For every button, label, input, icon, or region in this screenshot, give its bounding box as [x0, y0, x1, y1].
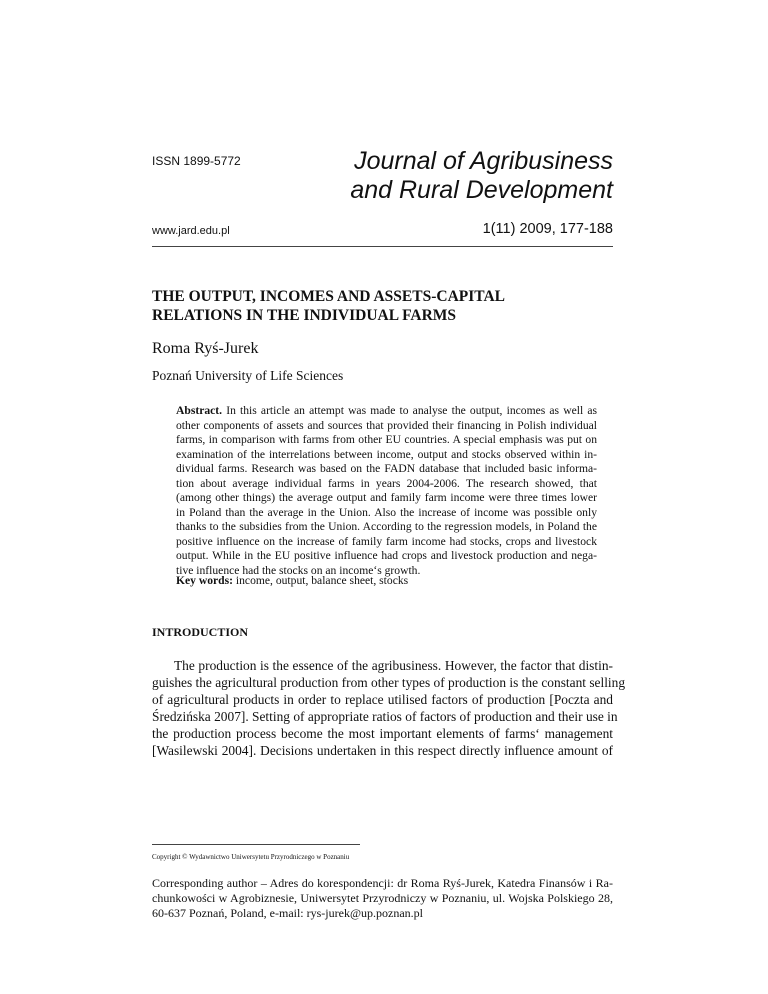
abstract-line: dividual farms. Research was based on the FADN database that included basic informa- [176, 462, 597, 475]
keywords-text: income, output, balance sheet, stocks [235, 574, 409, 587]
body-line: The production is the essence of the agribusiness. However, the factor that distin- [174, 658, 613, 673]
article-title-line-2: RELATIONS IN THE INDIVIDUAL FARMS [152, 307, 457, 324]
introduction-body [152, 657, 626, 759]
keywords-label: Key words: [176, 574, 233, 587]
abstract-line: examination of the interrelations between income, output and stocks observed within in- [176, 447, 597, 461]
abstract-label: Abstract. [176, 404, 223, 417]
body-line: Średzińska 2007]. Setting of appropriate ratios of factors of production and their use in [152, 709, 618, 724]
header-divider [152, 246, 613, 247]
journal-title-line-2: and Rural Development [350, 176, 613, 204]
journal-website: www.jard.edu.pl [152, 225, 230, 237]
issn-number: ISSN 1899-5772 [152, 154, 241, 168]
journal-title [273, 147, 613, 205]
article-title-line-1: THE OUTPUT, INCOMES AND ASSETS-CAPITAL [152, 288, 505, 305]
section-heading-introduction: INTRODUCTION [152, 625, 249, 639]
article-title [152, 287, 612, 325]
abstract [176, 404, 597, 578]
keywords [176, 574, 408, 587]
abstract-line: (among other things) the average output and family farm income were three times lower [176, 491, 597, 504]
footnote-divider [152, 844, 360, 845]
abstract-line: output. While in the EU positive influence had crops and livestock production and nega- [176, 549, 597, 562]
abstract-line: thanks to the subsidies from the Union. According to the regression models, in Poland the [176, 520, 597, 533]
corresponding-line: chunkowości w Agrobiznesie, Uniwersytet Przyrodniczy w Poznaniu, ul. Wojska Polskiego 28, [152, 891, 613, 905]
volume-pages: 1(11) 2009, 177-188 [482, 221, 613, 237]
corresponding-line: 60-637 Poznań, Poland, e-mail: rys-jurek@up.poznan.pl [152, 906, 423, 920]
abstract-line: positive influence on the increase of family farm income had stocks, crops and livestock [176, 534, 597, 548]
abstract-line: tive influence had the stocks on an income‘s growth. [176, 563, 421, 577]
abstract-line: farms, in comparison with farms from other EU countries. A special emphasis was put on [176, 433, 597, 446]
corresponding-line: Corresponding author – Adres do korespondencji: dr Roma Ryś-Jurek, Katedra Finansów i Ra- [152, 876, 613, 890]
body-line: [Wasilewski 2004]. Decisions undertaken in this respect directly influence amount of [152, 743, 613, 758]
abstract-line: in Poland than the average in the Union. Also the increase of income was possible only [176, 505, 597, 519]
abstract-line: Abstract. In this article an attempt was made to analyse the output, incomes as well as [176, 404, 597, 417]
body-line: guishes the agricultural production from other types of production is the constant selling [152, 675, 626, 690]
journal-title-line-1: Journal of Agribusiness [354, 147, 613, 175]
author-affiliation: Poznań University of Life Sciences [152, 368, 344, 383]
abstract-line: other components of assets and sources that provided their financing in Polish individual [176, 418, 597, 432]
author-name: Roma Ryś-Jurek [152, 340, 259, 357]
copyright-notice: Copyright © Wydawnictwo Uniwersytetu Przyrodniczego w Poznaniu [152, 853, 350, 861]
body-line: the production process become the most important elements of farms‘ management [152, 726, 613, 741]
body-line: of agricultural products in order to replace utilised factors of production [Poczta and [152, 692, 613, 707]
abstract-line: tion about average individual farms in years 2004-2006. The research showed, that [176, 476, 597, 490]
corresponding-author-note [152, 876, 613, 921]
